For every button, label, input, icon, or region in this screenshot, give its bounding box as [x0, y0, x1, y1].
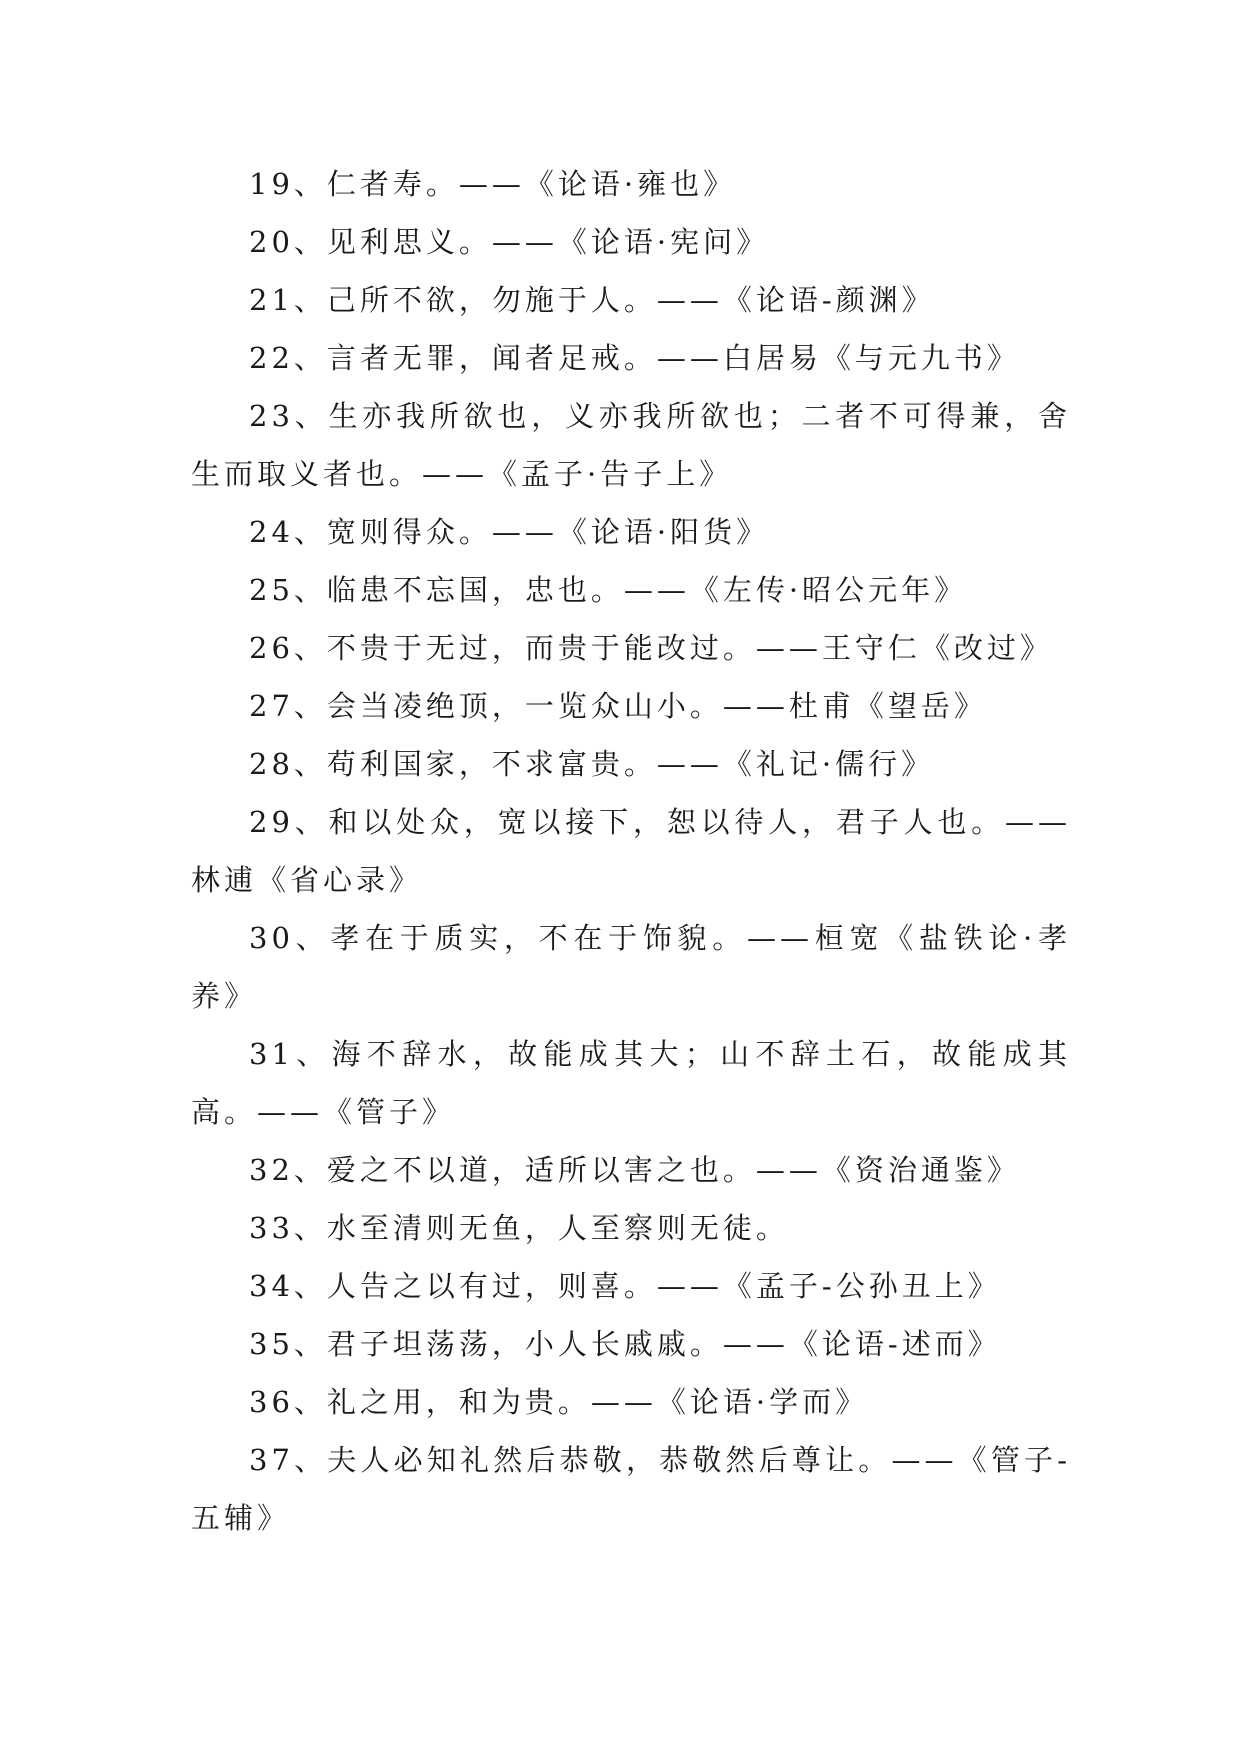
- quote-31: 31、海不辞水，故能成其大；山不辞土石，故能成其高。——《管子》: [191, 1037, 1071, 1129]
- quote-20: 20、见利思义。——《论语·宪问》: [249, 225, 770, 259]
- quote-list: [191, 155, 1071, 1547]
- quote-30: 30、孝在于质实，不在于饰貌。——桓宽《盐铁论·孝养》: [191, 921, 1071, 1013]
- quote-22: 22、言者无罪，闻者足戒。——白居易《与元九书》: [249, 341, 1020, 375]
- quote-21: 21、己所不欲，勿施于人。——《论语-颜渊》: [249, 283, 935, 317]
- quote-23: 23、生亦我所欲也，义亦我所欲也；二者不可得兼，舍生而取义者也。——《孟子·告子上》: [191, 399, 1071, 491]
- quote-29: 29、和以处众，宽以接下，恕以待人，君子人也。——林逋《省心录》: [191, 805, 1071, 897]
- quote-24: 24、宽则得众。——《论语·阳货》: [249, 515, 770, 549]
- quote-35: 35、君子坦荡荡，小人长戚戚。——《论语-述而》: [249, 1327, 1001, 1361]
- quote-36: 36、礼之用，和为贵。——《论语·学而》: [249, 1385, 869, 1419]
- quote-25: 25、临患不忘国，忠也。——《左传·昭公元年》: [249, 573, 968, 607]
- quote-37: 37、夫人必知礼然后恭敬，恭敬然后尊让。——《管子-五辅》: [191, 1443, 1071, 1535]
- quote-34: 34、人告之以有过，则喜。——《孟子-公孙丑上》: [249, 1269, 1001, 1303]
- quote-27: 27、会当凌绝顶，一览众山小。——杜甫《望岳》: [249, 689, 987, 723]
- quote-32: 32、爱之不以道，适所以害之也。——《资治通鉴》: [249, 1153, 1020, 1187]
- quote-26: 26、不贵于无过，而贵于能改过。——王守仁《改过》: [249, 631, 1053, 665]
- quote-28: 28、苟利国家，不求富贵。——《礼记·儒行》: [249, 747, 935, 781]
- quote-19: 19、仁者寿。——《论语·雍也》: [249, 167, 737, 201]
- quote-33: 33、水至清则无鱼，人至察则无徒。: [249, 1211, 789, 1245]
